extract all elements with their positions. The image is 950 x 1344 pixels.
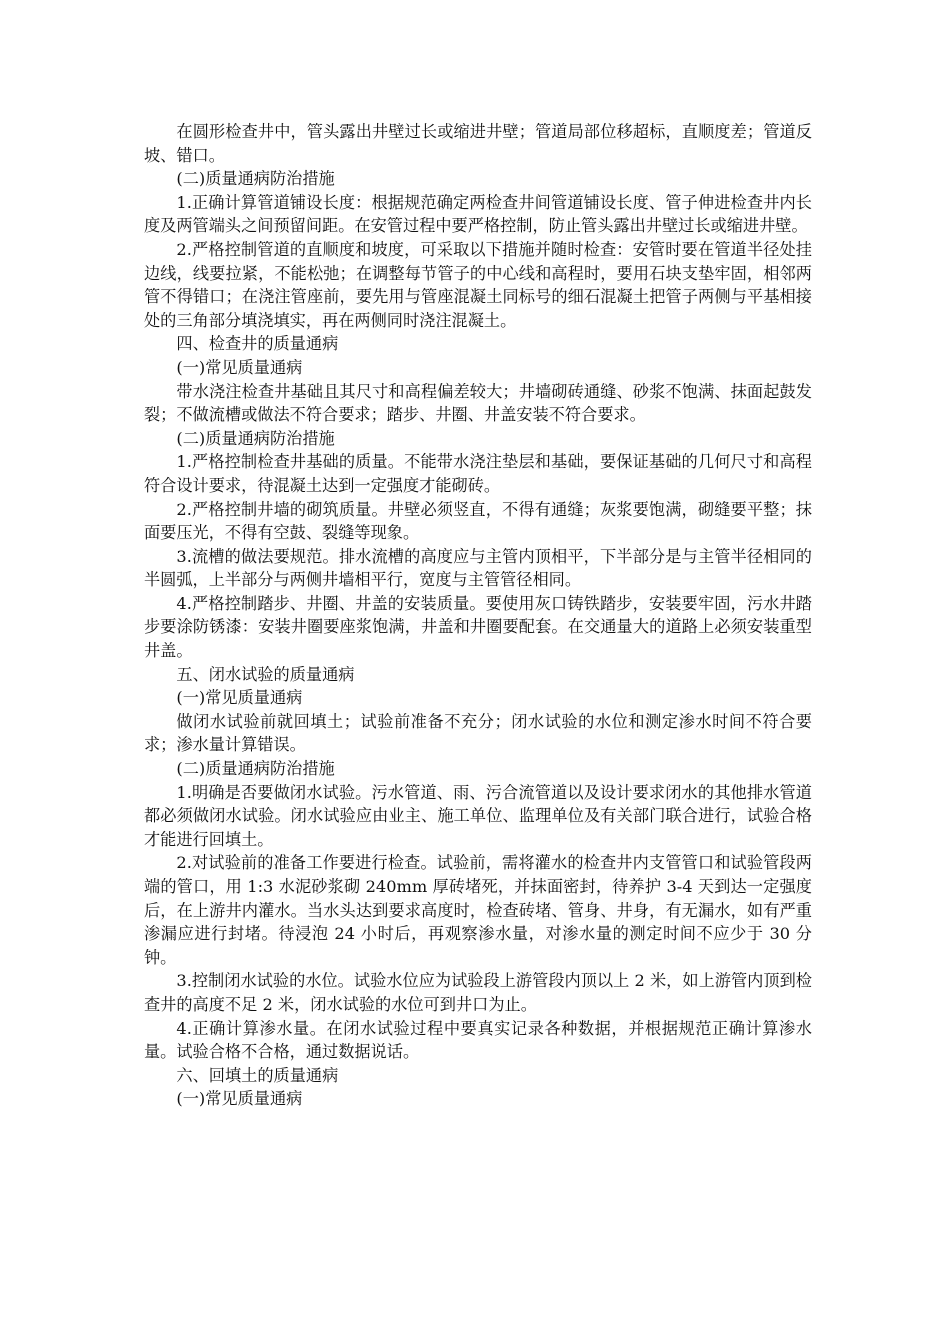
paragraph: 1.正确计算管道铺设长度：根据规范确定两检查井间管道铺设长度、管子伸进检查井内长度及两管端头之间预留间距。在安管过程中要严格控制，防止管头露出井壁过长或缩进井壁。 xyxy=(144,192,812,236)
section-subheading: (一)常见质量通病 xyxy=(176,688,303,708)
paragraph: 在圆形检查井中，管头露出井壁过长或缩进井壁；管道局部位移超标，直顺度差；管道反坡、错口。 xyxy=(144,122,812,165)
paragraph: 带水浇注检查井基础且其尺寸和高程偏差较大；井墙砌砖通缝、砂浆不饱满、抹面起鼓发裂；不做流槽或做法不符合要求；踏步、井圈、井盖安装不符合要求。 xyxy=(144,381,812,425)
section-heading: 四、检查井的质量通病 xyxy=(176,334,339,354)
paragraph: 1.严格控制检查井基础的质量。不能带水浇注垫层和基础，要保证基础的几何尺寸和高程符合设计要求，待混凝土达到一定强度才能砌砖。 xyxy=(144,452,812,495)
section-subheading: (二)质量通病防治措施 xyxy=(176,759,335,779)
section-subheading: (一)常见质量通病 xyxy=(176,1089,303,1109)
paragraph: 做闭水试验前就回填土；试验前准备不充分；闭水试验的水位和测定渗水时间不符合要求；渗水量计算错误。 xyxy=(144,711,812,755)
paragraph: 1.明确是否要做闭水试验。污水管道、雨、污合流管道以及设计要求闭水的其他排水管道都必须做闭水试验。闭水试验应由业主、施工单位、监理单位及有关部门联合进行，试验合格才能进行回填土。 xyxy=(144,782,812,849)
section-subheading: (二)质量通病防治措施 xyxy=(176,169,335,189)
paragraph: 3.控制闭水试验的水位。试验水位应为试验段上游管段内顶以上 2 米，如上游管内顶到检查井的高度不足 2 米，闭水试验的水位可到井口为止。 xyxy=(144,971,812,1014)
section-subheading: (一)常见质量通病 xyxy=(176,357,303,377)
section-heading: 五、闭水试验的质量通病 xyxy=(176,664,355,684)
section-subheading: (二)质量通病防治措施 xyxy=(176,428,335,448)
paragraph: 4.严格控制踏步、井圈、井盖的安装质量。要使用灰口铸铁踏步，安装要牢固，污水井踏步要涂防锈漆：安装井圈要座浆饱满，井盖和井圈要配套。在交通量大的道路上必须安装重型井盖。 xyxy=(144,593,812,661)
paragraph: 3.流槽的做法要规范。排水流槽的高度应与主管内顶相平，下半部分是与主管半径相同的半圆弧，上半部分与两侧井墙相平行，宽度与主管管径相同。 xyxy=(144,546,812,590)
paragraph: 2.严格控制管道的直顺度和坡度，可采取以下措施并随时检查：安管时要在管道半径处挂边线，线要拉紧，不能松弛；在调整每节管子的中心线和高程时，要用石块支垫牢固，相邻两管不得错口；在浇注管座前，要先用与管座混凝土同标号的细石混凝土把管子两侧与平基相接处的三角部分填浇填实，再在两侧同时浇注混凝土。 xyxy=(144,239,812,330)
paragraph: 2.对试验前的准备工作要进行检查。试验前，需将灌水的检查井内支管管口和试验管段两端的管口，用 1:3 水泥砂浆砌 240mm 厚砖堵死，并抹面密封，待养护 3-4 天到达一定强度后，在上游井内灌水。当水头达到要求高度时，检查砖堵、管身、井身，有无漏水，如有严重渗漏应进行封堵。待浸泡 24 小时后，再观察渗水量，对渗水量的测定时间不应少于 30 分钟。 xyxy=(144,853,812,967)
paragraph: 2.严格控制井墙的砌筑质量。井壁必须竖直，不得有通缝；灰浆要饱满，砌缝要平整；抹面要压光，不得有空鼓、裂缝等现象。 xyxy=(144,499,812,543)
paragraph: 4.正确计算渗水量。在闭水试验过程中要真实记录各种数据，并根据规范正确计算渗水量。试验合格不合格，通过数据说话。 xyxy=(144,1018,812,1062)
document-body xyxy=(144,120,812,1111)
section-heading: 六、回填土的质量通病 xyxy=(176,1065,339,1085)
